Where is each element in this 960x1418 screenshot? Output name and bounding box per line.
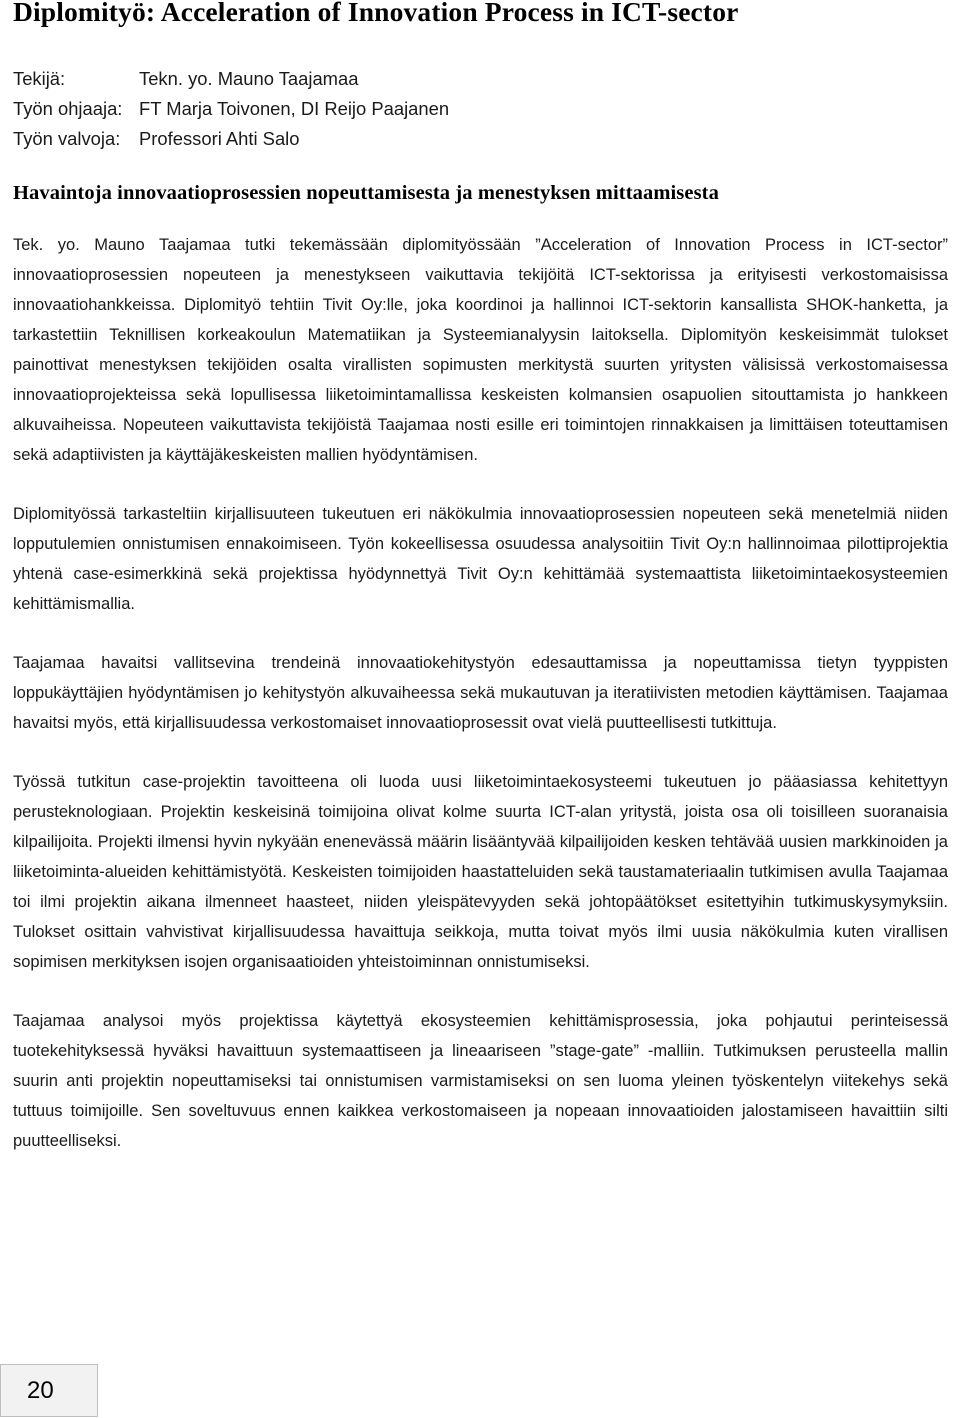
meta-label: Tekijä: (13, 68, 66, 89)
meta-label: Työn ohjaaja: (13, 98, 123, 119)
meta-row-examiner (13, 124, 449, 154)
meta-value: Tekn. yo. Mauno Taajamaa (139, 68, 359, 89)
paragraph: Diplomityössä tarkasteltiin kirjallisuuteen tukeutuen eri näkökulmia innovaatioprosessien nopeuteen sekä menetelmiä niiden lopputulemien onnistumisen ennakoimiseen. Työn kokeellisessa osuudessa analysoitiin Tivit Oy:n hallinnoimaa pilottiprojektia yhtenä case-esimerkkinä sekä projektissa hyödynnettyä Tivit Oy:n kehittämää systemaattista liiketoimintaekosysteemien kehittämismallia. (13, 505, 948, 613)
page-number-box (0, 1364, 98, 1417)
paragraph: Tek. yo. Mauno Taajamaa tutki tekemässään diplomityössään ”Acceleration of Innovation Process in ICT-sector” innovaatioprosessien nopeuteen ja menestykseen vaikuttavia tekijöitä ICT-sektorissa ja erityisesti verkostomaisissa innovaatiohankkeissa. Diplomityö tehtiin Tivit Oy:lle, joka koordinoi ja hallinnoi ICT-sektorin kansallista SHOK-hanketta, ja tarkastettiin Teknillisen korkeakoulun Matematiikan ja Systeemianalyysin laitoksella. Diplomityön keskeisimmät tulokset painottivat menestyksen tekijöiden osalta virallisten sopimusten merkitystä suurten yritysten välisissä verkostomaisessa innovaatioprojekteissa sekä lopullisessa liiketoimintamallissa keskeisten kolmansien osapuolien sitouttamista jo hankkeen alkuvaiheissa. Nopeuteen vaikuttavista tekijöistä Taajamaa nosti esille eri toimintojen rinnakkaisen ja limittäisen toteuttamisen sekä adaptiivisten ja käyttäjäkeskeisten mallien hyödyntämisen. (13, 236, 948, 464)
paragraph: Taajamaa havaitsi vallitsevina trendeinä innovaatiokehitystyön edesauttamissa ja nopeuttamissa tietyn tyyppisten loppukäyttäjien hyödyntämisen jo kehitystyön alkuvaiheessa sekä mukautuvan ja iteratiivisten metodien käyttämisen. Taajamaa havaitsi myös, että kirjallisuudessa verkostomaiset innovaatioprosessit ovat vielä puutteellisesti tutkittuja. (13, 654, 948, 732)
meta-value: FT Marja Toivonen, DI Reijo Paajanen (139, 98, 450, 119)
meta-value: Professori Ahti Salo (139, 128, 300, 149)
document-title: Diplomityö: Acceleration of Innovation Process in ICT-sector (13, 0, 739, 27)
meta-row-author (13, 64, 449, 94)
body-text (13, 230, 948, 1185)
section-heading: Havaintoja innovaatioprosessien nopeuttamisesta ja menestyksen mittaamisesta (13, 182, 719, 204)
meta-row-supervisor (13, 94, 449, 124)
thesis-metadata (13, 64, 449, 154)
meta-label: Työn valvoja: (13, 128, 121, 149)
page-number: 20 (27, 1377, 54, 1404)
paragraph: Työssä tutkitun case-projektin tavoitteena oli luoda uusi liiketoimintaekosysteemi tukeutuen jo pääasiassa kehitettyyn perusteknologiaan. Projektin keskeisinä toimijoina olivat kolme suurta ICT-alan yritystä, joista osa oli toisilleen suoranaisia kilpailijoita. Projekti ilmensi hyvin nykyään enenevässä määrin lisääntyvää kilpailijoiden kesken tehtävää uusien markkinoiden ja liiketoiminta-alueiden kehittämistyötä. Keskeisten toimijoiden haastatteluiden sekä taustamateriaalin tutkimisen avulla Taajamaa toi ilmi projektin aikana ilmenneet haasteet, niiden yleispätevyyden sekä johtopäätökset esitettyihin tutkimuskysymyksiin. Tulokset osittain vahvistivat kirjallisuudessa havaittuja seikkoja, mutta toivat myös ilmi uusia näkökulmia kuten virallisen sopimisen merkityksen isojen organisaatioiden yhteistoiminnan onnistumiseksi. (13, 773, 948, 971)
paragraph: Taajamaa analysoi myös projektissa käytettyä ekosysteemien kehittämisprosessia, joka pohjautui perinteisessä tuotekehityksessä hyväksi havaittuun systemaattiseen ja lineaariseen ”stage-gate” -malliin. Tutkimuksen perusteella mallin suurin anti projektin nopeuttamiseksi tai onnistumisen varmistamiseksi on sen luoma yleinen työskentelyn viitekehys sekä tuttuus toimijoille. Sen soveltuvuus ennen kaikkea verkostomaiseen ja nopeaan innovaatioiden jalostamiseen havaittiin silti puutteelliseksi. (13, 1012, 948, 1150)
